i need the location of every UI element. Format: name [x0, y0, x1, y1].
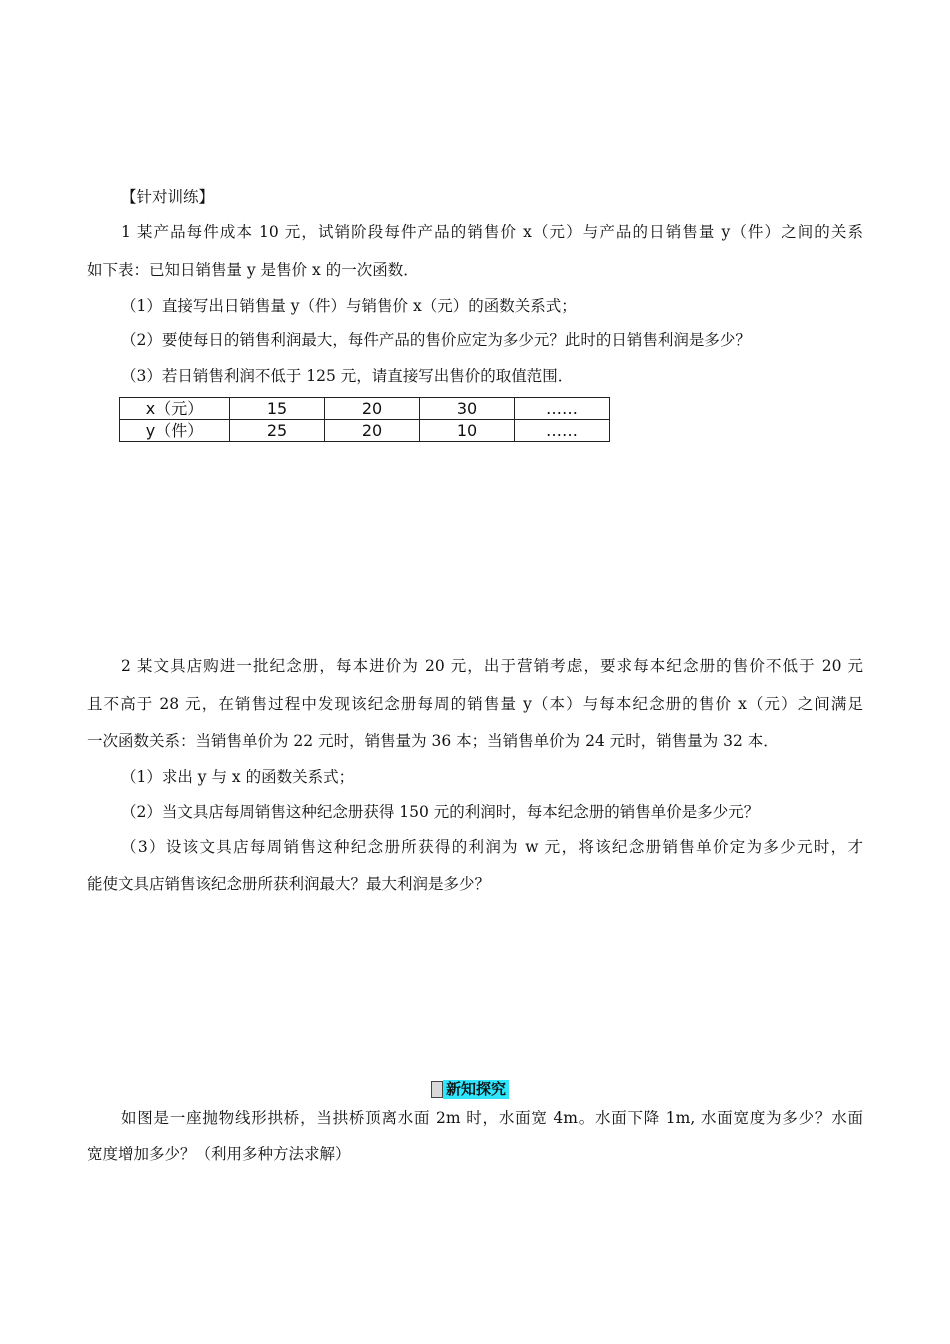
- table-cell: 10: [420, 420, 515, 442]
- problem2-question3-line2: 能使文具店销售该纪念册所获利润最大？最大利润是多少？: [87, 875, 491, 893]
- problem1-question1: （1）直接写出日销售量 y（件）与销售价 x（元）的函数关系式；: [121, 297, 577, 315]
- table-cell: 25: [230, 420, 325, 442]
- problem2-question1: （1）求出 y 与 x 的函数关系式；: [121, 768, 355, 786]
- heading-text: 新知探究: [443, 1080, 509, 1099]
- table-cell: 30: [420, 398, 515, 420]
- table-cell: ……: [515, 420, 610, 442]
- table-cell: 15: [230, 398, 325, 420]
- table-header-y: y（件）: [120, 420, 230, 442]
- problem2-line3: 一次函数关系：当销售单价为 22 元时，销售量为 36 本；当销售单价为 24 元时，销售量为 32 本．: [87, 732, 779, 750]
- problem2-line2: 且不高于 28 元，在销售过程中发现该纪念册每周的销售量 y（本）与每本纪念册的售价 x（元）之间满足: [87, 695, 863, 713]
- heading-box-icon: [431, 1081, 443, 1098]
- section-label: 【针对训练】: [121, 188, 215, 206]
- problem2-question3-line1: （3）设该文具店每周销售这种纪念册所获得的利润为 w 元，将该纪念册销售单价定为多少元时，才: [121, 838, 863, 856]
- price-sales-table: [119, 397, 610, 442]
- problem1-line2: 如下表：已知日销售量 y 是售价 x 的一次函数．: [87, 261, 419, 279]
- table-row: [120, 420, 610, 442]
- table-row: [120, 398, 610, 420]
- problem1-question2: （2）要使每日的销售利润最大，每件产品的售价应定为多少元？此时的日销售利润是多少？: [121, 331, 751, 349]
- table-cell: ……: [515, 398, 610, 420]
- table-header-x: x（元）: [120, 398, 230, 420]
- section-heading-new-knowledge: [431, 1080, 509, 1099]
- problem2-question2: （2）当文具店每周销售这种纪念册获得 150 元的利润时，每本纪念册的销售单价是多少元？: [121, 803, 760, 821]
- explore-line1: 如图是一座抛物线形拱桥，当拱桥顶离水面 2m 时，水面宽 4m。水面下降 1m, 水面宽度为多少？水面: [121, 1109, 863, 1127]
- table-cell: 20: [325, 420, 420, 442]
- problem1-line1: 1 某产品每件成本 10 元，试销阶段每件产品的销售价 x（元）与产品的日销售量 y（件）之间的关系: [121, 223, 863, 241]
- problem2-line1: 2 某文具店购进一批纪念册，每本进价为 20 元，出于营销考虑，要求每本纪念册的售价不低于 20 元: [121, 657, 863, 675]
- explore-line2: 宽度增加多少？（利用多种方法求解）: [87, 1145, 351, 1163]
- table-cell: 20: [325, 398, 420, 420]
- problem1-question3: （3）若日销售利润不低于 125 元，请直接写出售价的取值范围．: [121, 367, 574, 385]
